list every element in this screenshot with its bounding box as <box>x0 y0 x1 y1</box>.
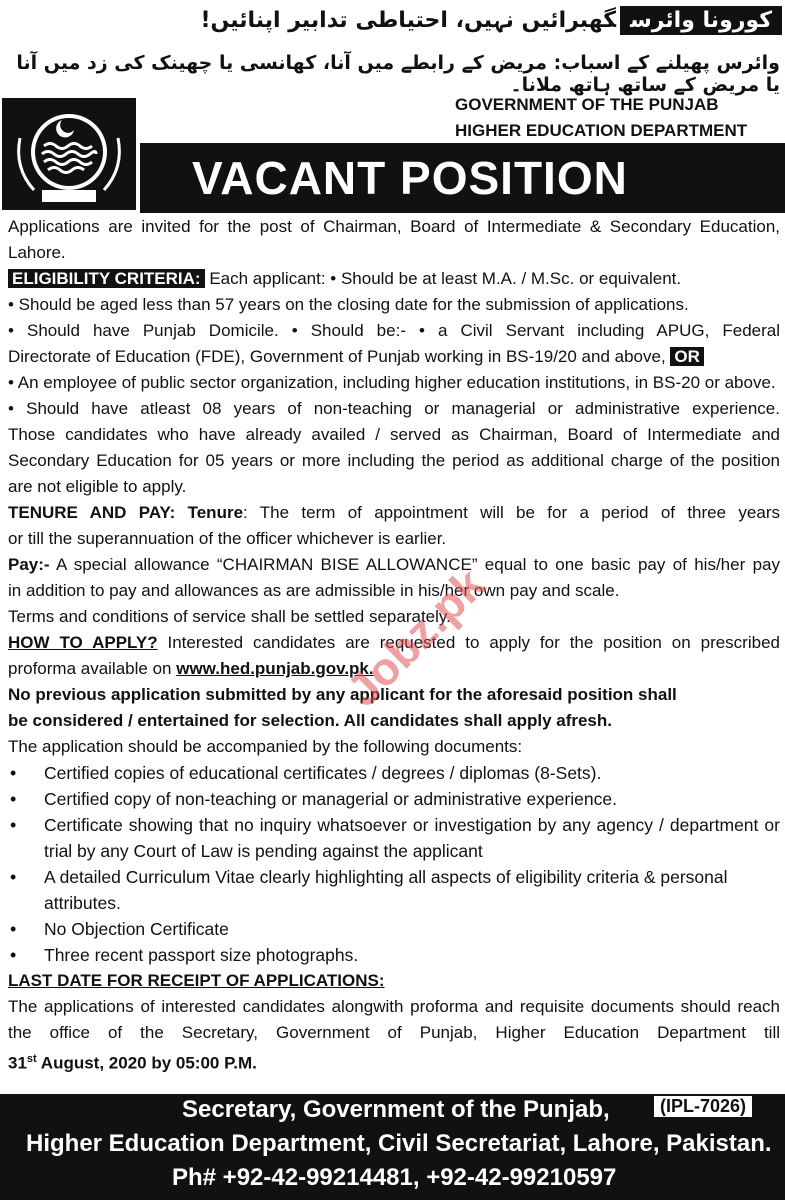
eligibility-text-4: Directorate of Education (FDE), Government of Punjab working in BS-19/20 and above, <box>8 347 666 366</box>
last-date-line-3 <box>8 1046 780 1077</box>
list-item <box>10 760 780 786</box>
eligibility-line-3: • Should have Punjab Domicile. • Should be:- • a Civil Servant including APUG, Federal <box>8 321 780 340</box>
or-badge: OR <box>670 347 704 366</box>
punjab-govt-logo <box>2 98 136 210</box>
last-date-line-1: The applications of interested candidates alongwith proforma and requisite documents should reach <box>8 997 780 1016</box>
bold-notice-line-1: No previous application submitted by any applicant for the aforesaid position shall <box>8 685 677 704</box>
list-item <box>10 916 780 942</box>
govt-line-1: GOVERNMENT OF THE PUNJAB <box>455 95 719 114</box>
footer-phone: Ph# +92-42-99214481, +92-42-99210597 <box>172 1164 617 1191</box>
urdu-slogan <box>170 2 782 38</box>
bullet-icon: • <box>10 945 17 965</box>
bold-notice-line-2: be considered / entertained for selection. All candidates shall apply afresh. <box>8 711 612 730</box>
last-date-rest: August, 2020 by 05:00 P.M. <box>36 1053 257 1073</box>
docs-intro: The application should be accompanied by the following documents: <box>8 737 523 756</box>
intro-line-1: Applications are invited for the post of Chairman, Board of Intermediate & Secondary Education, <box>8 217 780 236</box>
last-date-heading: LAST DATE FOR RECEIPT OF APPLICATIONS: <box>8 971 385 990</box>
footer-bar <box>0 1094 785 1200</box>
watermark: Jobz.pk <box>336 558 495 716</box>
list-item <box>10 942 780 968</box>
tenure-text-1: : The term of appointment will be for a period of three years <box>243 503 780 522</box>
tenure-line-1 <box>8 500 780 526</box>
last-date-day: 31 <box>8 1053 27 1073</box>
apply-url-link[interactable]: www.hed.punjab.gov.pk. <box>176 659 374 678</box>
last-date-line-2: the office of the Secretary, Government of Punjab, Higher Education Department till <box>8 1023 780 1042</box>
tenure-label: Tenure <box>187 503 244 522</box>
apply-text-2: proforma available on <box>8 659 177 678</box>
bullet-icon: • <box>10 919 17 939</box>
intro-line-2: Lahore. <box>8 243 66 262</box>
pay-line-2: in addition to pay and allowances as are admissible in his/her own pay and scale. <box>8 581 620 600</box>
bullet-icon: • <box>10 763 17 783</box>
pay-line-1 <box>8 552 780 578</box>
doc-item-5: No Objection Certificate <box>44 919 229 939</box>
tenure-heading: TENURE AND PAY: <box>8 503 176 522</box>
urdu-slogan-line: گھبرائیں نہیں، احتیاطی تدابیر اپنائیں! <box>200 7 617 33</box>
terms-line: Terms and conditions of service shall be settled separately. <box>8 607 451 626</box>
page-title: VACANT POSITION <box>192 152 628 204</box>
pay-label: Pay:- <box>8 555 50 574</box>
urdu-slogan-text <box>200 8 782 33</box>
footer-line-1: Secretary, Government of the Punjab, <box>182 1096 610 1123</box>
doc-item-2: Certified copy of non-teaching or managerial or administrative experience. <box>44 789 617 809</box>
govt-title <box>455 92 747 144</box>
eligibility-text-1: Each applicant: • Should be at least M.A. / M.Sc. or equivalent. <box>209 269 682 288</box>
urdu-causes-line: وائرس پھیلنے کے اسباب: مریض کے رابطے میں آنا، کھانسی یا چھینک کی زد میں آنا یا مریض کے ساتھ ہاتھ ملانا۔ <box>16 52 780 96</box>
apply-text-1: Interested candidates are requested to apply for the position on prescribed <box>157 633 780 652</box>
footer-line-2: Higher Education Department, Civil Secretariat, Lahore, Pakistan. <box>26 1130 772 1157</box>
govt-line-2: HIGHER EDUCATION DEPARTMENT <box>455 121 748 140</box>
eligibility-line-2: • Should be aged less than 57 years on the closing date for the submission of applications. <box>8 295 689 314</box>
ipl-badge: (IPL-7026) <box>654 1096 752 1117</box>
title-bar <box>140 143 785 213</box>
doc-item-4: A detailed Curriculum Vitae clearly highlighting all aspects of eligibility criteria & personal attributes. <box>44 867 728 913</box>
docs-list <box>8 760 780 968</box>
last-date-sup: st <box>26 1053 37 1065</box>
list-item <box>10 812 780 864</box>
urdu-corona-box: کورونا وائرس <box>620 6 782 35</box>
bullet-icon: • <box>10 815 17 835</box>
eligibility-line-8: Secondary Education for 05 years or more including the period as additional charge of the position <box>8 451 780 470</box>
eligibility-line-6: • Should have atleast 08 years of non-teaching or managerial or administrative experience. <box>8 399 780 418</box>
doc-item-3: Certificate showing that no inquiry whatsoever or investigation by any agency / department or trial by any Court of Law is pending against the applicant <box>44 815 780 861</box>
tenure-line-2: or till the superannuation of the officer whichever is earlier. <box>8 529 447 548</box>
apply-heading: HOW TO APPLY? <box>8 633 158 652</box>
bullet-icon: • <box>10 867 17 887</box>
eligibility-line-7: Those candidates who have already availed / served as Chairman, Board of Intermediate and <box>8 425 780 444</box>
doc-item-1: Certified copies of educational certificates / degrees / diplomas (8-Sets). <box>44 763 602 783</box>
eligibility-line-5: • An employee of public sector organization, including higher education institutions, in BS-20 or above. <box>8 373 776 392</box>
bullet-icon: • <box>10 789 17 809</box>
eligibility-line-4 <box>8 344 780 370</box>
list-item <box>10 864 780 916</box>
pay-text-1: A special allowance “CHAIRMAN BISE ALLOWANCE” equal to one basic pay of his/her pay <box>49 555 780 574</box>
doc-item-6: Three recent passport size photographs. <box>44 945 359 965</box>
eligibility-line-9: are not eligible to apply. <box>8 477 187 496</box>
ad-header <box>0 0 785 215</box>
eligibility-heading: ELIGIBILITY CRITERIA: <box>8 269 205 288</box>
list-item <box>10 786 780 812</box>
eligibility-line-1 <box>8 266 780 292</box>
